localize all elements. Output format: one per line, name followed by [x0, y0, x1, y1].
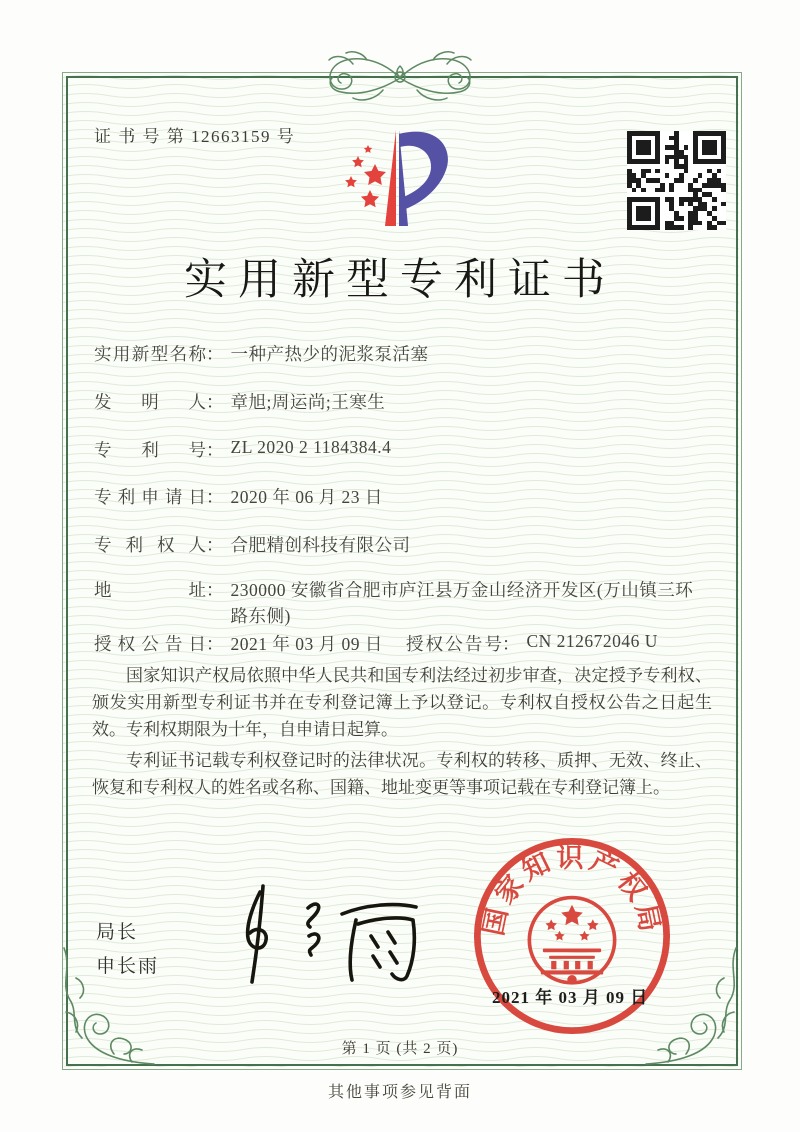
- field-colon: ：: [206, 344, 224, 364]
- field-colon: ：: [206, 580, 224, 600]
- commissioner-name: 申长雨: [96, 956, 160, 977]
- field-colon: ：: [206, 440, 224, 460]
- field-colon: ：: [502, 634, 520, 654]
- svg-text:国家知识产权局: [478, 843, 666, 938]
- field-label: 地址: [94, 580, 206, 600]
- page-number: 第 1 页 (共 2 页): [341, 1041, 459, 1057]
- field-row-patent-number: [94, 437, 391, 462]
- legal-paragraph-1: 国家知识产权局依照中华人民共和国专利法经过初步审查，决定授予专利权、颁发实用新型专利证书并在专利登记簿上予以登记。专利权自授权公告之日起生效。专利权期限为十年，自申请日起算。: [92, 666, 712, 739]
- field-value: 章旭;周运尚;王寒生: [230, 392, 386, 412]
- certificate-title: 实用新型专利证书: [184, 257, 616, 304]
- field-row-filing-date: [94, 484, 383, 509]
- seal-ring-text: 国家知识产权局: [478, 842, 666, 939]
- cnipa-logo-icon: [340, 124, 464, 236]
- field-label: 专利权人: [94, 535, 206, 555]
- handwritten-signature-icon: [208, 878, 428, 996]
- field-row-grant-date-and-number: [94, 631, 658, 656]
- field-label: 实用新型名称: [94, 344, 206, 364]
- field-colon: ：: [206, 392, 224, 412]
- field-label: 发明人: [94, 392, 206, 412]
- field-value: 合肥精创科技有限公司: [230, 535, 411, 555]
- field-value: ZL 2020 2 1184384.4: [230, 437, 392, 457]
- top-border-ornament-icon: [283, 44, 517, 106]
- legal-text: [92, 662, 712, 805]
- back-side-note: 其他事项参见背面: [327, 1084, 472, 1101]
- field-label: 专利申请日: [94, 487, 206, 507]
- seal-date: 2021 年 03 月 09 日: [492, 988, 649, 1007]
- cnipa-seal-icon: [468, 832, 676, 1040]
- field-grant-number: [406, 631, 658, 656]
- field-colon: ：: [206, 487, 224, 507]
- field-label: 授权公告日: [94, 634, 206, 654]
- field-colon: ：: [206, 634, 224, 654]
- qr-module: [721, 225, 726, 230]
- field-row-address: [94, 577, 709, 629]
- field-row-inventors: [94, 389, 385, 414]
- field-colon: ：: [206, 535, 224, 555]
- legal-paragraph-2: 专利证书记载专利权登记时的法律状况。专利权的转移、质押、无效、终止、恢复和专利权人的姓名或名称、国籍、地址变更等事项记载在专利登记簿上。: [92, 751, 712, 797]
- field-row-utility-model-name: [94, 341, 429, 366]
- field-label: 专利号: [94, 440, 206, 460]
- commissioner-title: 局长: [96, 922, 139, 943]
- national-emblem-icon: [529, 898, 614, 985]
- qr-code: [627, 131, 726, 230]
- certificate-number: 证 书 号 第 12663159 号: [94, 127, 296, 146]
- field-value: 一种产热少的泥浆泵活塞: [230, 344, 429, 364]
- field-value: 230000 安徽省合肥市庐江县万金山经济开发区(万山镇三环路东侧): [230, 580, 694, 626]
- field-row-patentee: [94, 532, 411, 557]
- field-label: 授权公告号: [406, 634, 502, 654]
- field-value: 2021 年 03 月 09 日: [230, 634, 383, 654]
- field-value: 2020 年 06 月 23 日: [230, 487, 383, 507]
- field-value: CN 212672046 U: [526, 631, 658, 651]
